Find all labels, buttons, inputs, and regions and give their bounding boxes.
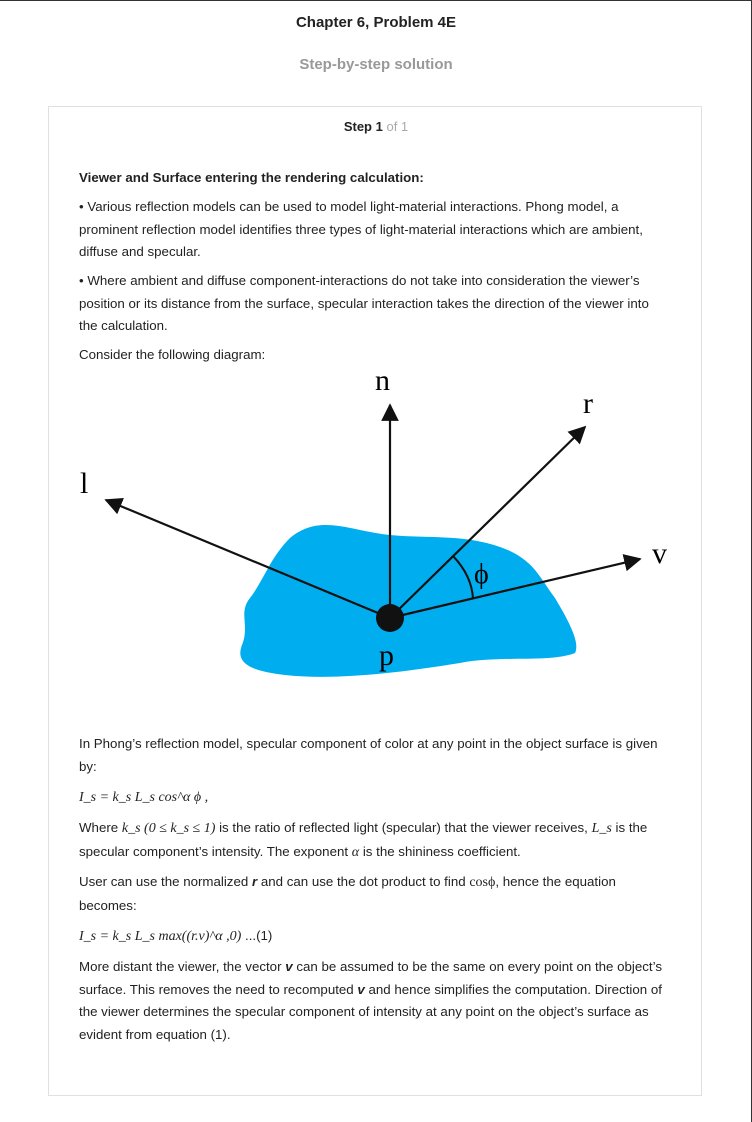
- step-indicator: [0, 119, 752, 134]
- label-v: v: [652, 537, 667, 570]
- label-p: p: [379, 639, 394, 672]
- bullet-reflection-models: • Various reflection models can be used to model light-material interactions. Phong model, a prominent reflection model identifies three types of light-material interactions which are ambient, diffuse and specular.: [79, 199, 643, 259]
- label-l: l: [80, 467, 89, 500]
- chapter-title: Chapter 6, Problem 4E: [295, 14, 457, 31]
- user-paragraph: User can use the normalized r and can use the dot product to find cosϕ, hence the equation becomes:: [79, 874, 616, 913]
- phong-diagram: [70, 363, 690, 683]
- bullet-specular: • Where ambient and diffuse component-interactions do not take into consideration the viewer’s position or its distance from the surface, specular interaction takes the direction of the viewer into the calculation.: [79, 273, 649, 333]
- consider-text: Consider the following diagram:: [79, 347, 266, 362]
- label-r: r: [583, 387, 593, 420]
- equation-2: I_s = k_s L_s max((r.v)^α ,0) ...(1): [79, 928, 273, 944]
- equation-1: I_s = k_s L_s cos^α ϕ ,: [79, 790, 209, 805]
- label-phi: ϕ: [474, 559, 489, 590]
- phong-intro: In Phong’s reflection model, specular component of color at any point in the object surface is given by:: [79, 736, 658, 774]
- point-p: [376, 604, 404, 632]
- label-n: n: [375, 364, 390, 397]
- step-of: of 1: [386, 119, 409, 134]
- solution-subtitle: Step-by-step solution: [299, 56, 453, 73]
- section-heading: Viewer and Surface entering the rendering calculation:: [79, 170, 424, 185]
- where-paragraph: Where k_s (0 ≤ k_s ≤ 1) is the ratio of reflected light (specular) that the viewer receives, L_s is the specular component’s intensity. The exponent α is the shininess coefficient.: [79, 820, 648, 860]
- step-label: Step 1: [343, 119, 383, 134]
- final-paragraph: More distant the viewer, the vector v can be assumed to be the same on every point on the object’s surface. This removes the need to recomputed v and hence simplifies the computation. Direction of the viewer determines the specular component of intensity at any point on the object’s surface as evident from equation (1).: [79, 959, 662, 1042]
